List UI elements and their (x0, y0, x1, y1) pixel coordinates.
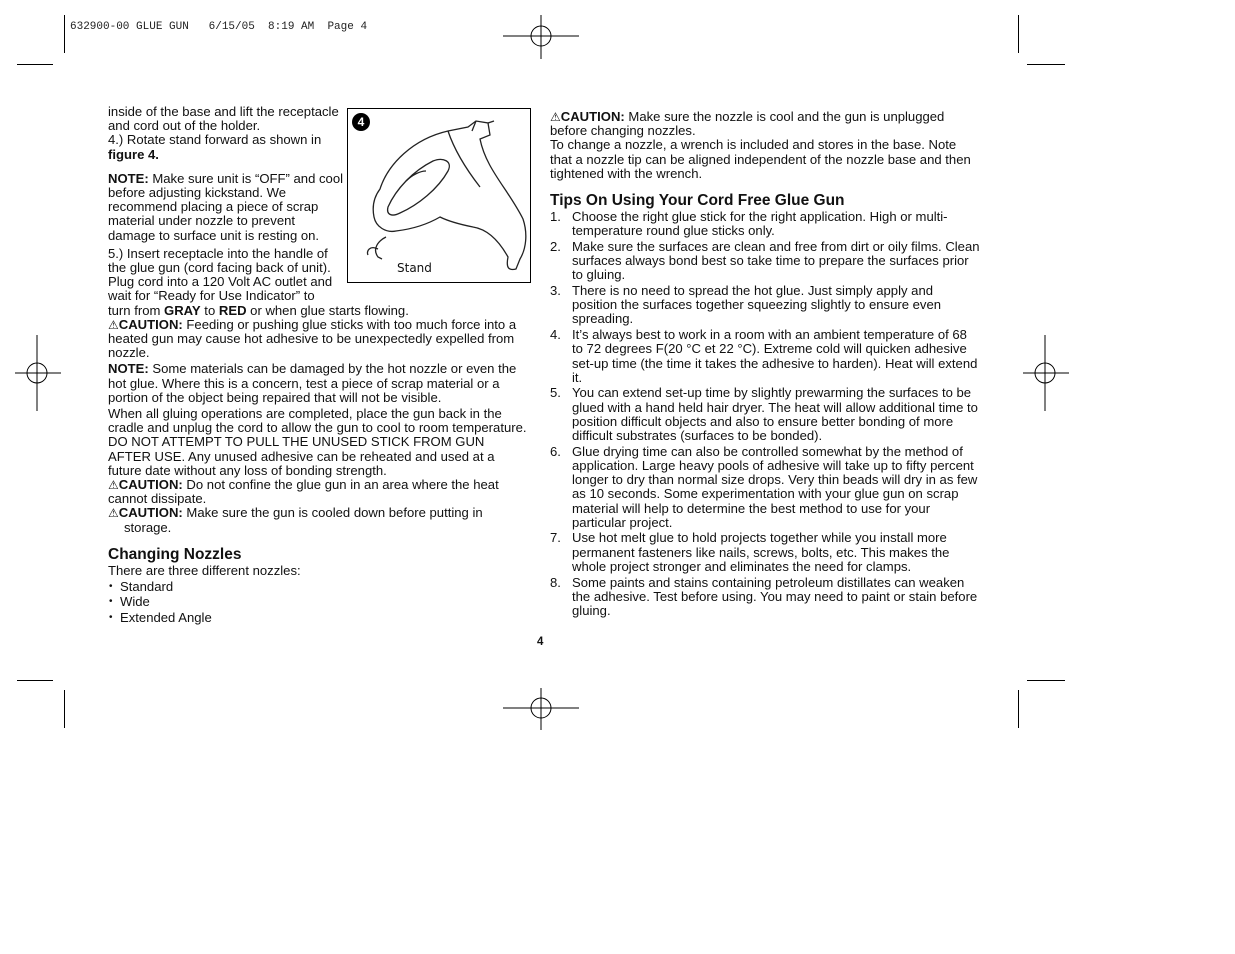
tip-item: 3. There is no need to spread the hot glue. Just simply apply and position the surfaces together squeezing slightly to ensure even spreading. (550, 283, 942, 327)
paragraph-step-5-end: turn from GRAY to RED or when glue starts flowing. (108, 302, 409, 318)
page-number: 4 (537, 636, 544, 648)
warning-triangle-icon: ⚠ (108, 478, 119, 493)
right-column (550, 110, 980, 620)
note-materials: NOTE: Some materials can be damaged by the hot nozzle or even the hot glue. Where this is a concern, test a piece of scrap material or a portion of the object being repaired that will not be visible. (108, 361, 517, 405)
paragraph-wrench: To change a nozzle, a wrench is included and stores in the base. Note that a nozzle tip can be aligned independent of the nozzle base and then tightened with the wrench. (550, 137, 971, 181)
registration-mark-bottom (503, 688, 579, 730)
figure-label-stand: Stand (397, 261, 432, 275)
warning-triangle-icon: ⚠ (108, 506, 119, 521)
paragraph-after-use: When all gluing operations are completed, place the gun back in the cradle and unplug the cord to allow the gun to cool to room temperature. DO NOT ATTEMPT TO PULL THE UNUSED STICK FROM GUN AFTER USE. Any unused adhesive can be reheated and used at a future date without any loss of bonding strength. (108, 406, 527, 478)
print-slug: 632900-00 GLUE GUN 6/15/05 8:19 AM Page 4 (70, 21, 368, 33)
tip-item: 2. Make sure the surfaces are clean and free from dirt or oily films. Clean surfaces always bond best so take time to prepare the surfaces prior to gluing. (550, 238, 980, 283)
left-column (108, 105, 528, 625)
figure-number-badge: 4 (352, 113, 370, 131)
paragraph-step-5: 5.) Insert receptacle into the handle of the glue gun (cord facing back of unit). Plug cord into a 120 Volt AC outlet and wait for “Ready for Use Indicator” to (108, 245, 333, 304)
paragraph-step-4: 4.) Rotate stand forward as shown in figure 4. (108, 132, 322, 162)
caution-storage-cont: storage. (124, 519, 172, 535)
nozzle-item: • Wide (108, 595, 528, 609)
caution-feeding: ⚠CAUTION: Feeding or pushing glue sticks with too much force into a heated gun may cause hot adhesive to be unexpectedly expelled from nozzle. (108, 316, 517, 361)
nozzle-item: • Extended Angle (108, 611, 528, 625)
tip-item: 5. You can extend set-up time by slightly prewarming the surfaces to be glued with a hand held hair dryer. The heat will allow additional time to position difficult objects and also to ensure better bonding of more difficult substrates (surfaces to be bonded). (550, 385, 978, 444)
caution-nozzle: ⚠CAUTION: Make sure the nozzle is cool and the gun is unplugged before changing nozzles. (550, 109, 945, 139)
registration-mark-top (503, 15, 579, 59)
registration-mark-right (1023, 335, 1069, 411)
registration-mark-left (15, 335, 61, 411)
caution-confine: ⚠CAUTION: Do not confine the glue gun in an area where the heat cannot dissipate. (108, 477, 499, 507)
tip-item: 8. Some paints and stains containing petroleum distillates can weaken the adhesive. Test before using. You may need to paint or stain before gluing. (550, 574, 978, 618)
paragraph: inside of the base and lift the receptacle and cord out of the holder. (108, 104, 339, 134)
tips-list (550, 210, 980, 618)
caution-storage: ⚠CAUTION: Make sure the gun is cooled down before putting in (108, 505, 483, 521)
nozzle-item: • Standard (108, 580, 528, 594)
tip-item: 1. Choose the right glue stick for the right application. High or multi-temperature round glue sticks only. (550, 209, 948, 239)
warning-triangle-icon: ⚠ (550, 110, 561, 124)
warning-triangle-icon: ⚠ (108, 317, 119, 332)
nozzles-intro: There are three different nozzles: (108, 562, 301, 578)
tip-item: 7. Use hot melt glue to hold projects together while you install more permanent fasteners like nails, screws, bolts, etc. This makes the whole project stronger and eliminates the need for clamps. (550, 530, 950, 574)
tip-item: 4. It’s always best to work in a room with an ambient temperature of 68 to 72 degrees F(20 °C et 22 °C). Extreme cold will quicken adhesive set-up time (the time it takes the adhesive to harden). Heat will extend it. (550, 327, 978, 385)
heading-changing-nozzles: Changing Nozzles (108, 545, 242, 563)
tip-item: 6. Glue drying time can also be controlled somewhat by the method of application. Large heavy pools of adhesive will take up to fifty percent longer to dry than normal size drops. Very thin beads will dry in as few as 10 seconds. Some experimentation with your glue gun on scrap material will help to determine the best method to use for your particular project. (550, 443, 978, 530)
left-column-top (108, 105, 344, 304)
heading-tips: Tips On Using Your Cord Free Glue Gun (550, 192, 845, 210)
note-kickstand: NOTE: Make sure unit is “OFF” and cool before adjusting kickstand. We recommend placing a piece of scrap material under nozzle to prevent damage to surface unit is resting on. (108, 170, 344, 243)
